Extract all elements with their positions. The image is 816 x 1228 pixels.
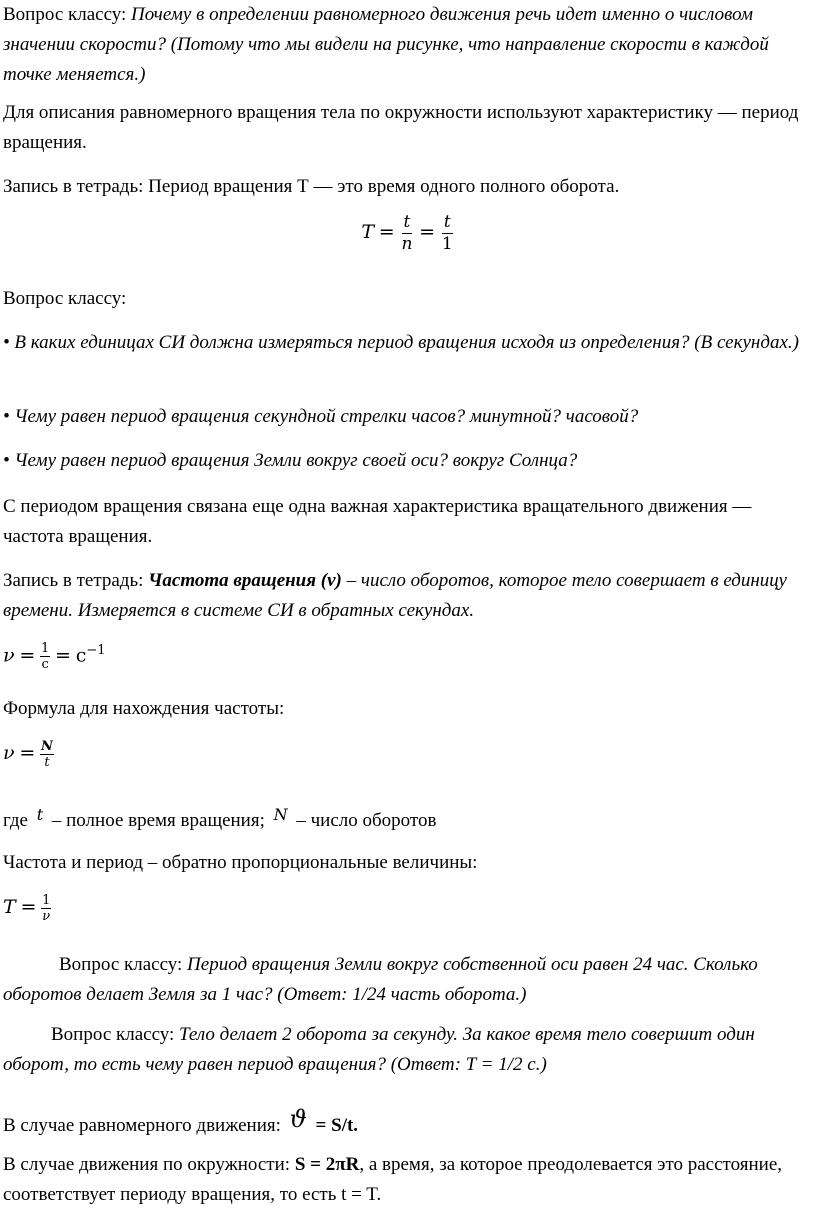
formula-frequency: ν = $\frac{N}{t}$: [3, 739, 53, 771]
bullet-clock-hands: • Чему равен период вращения секундной стрелки часов? минутной? часовой?: [3, 406, 639, 427]
formula-period-inverse: T = $\frac{1}{\nu}$: [3, 893, 51, 925]
velocity-symbol-icon: ϑ: [289, 1105, 307, 1133]
formula-period: T = $\frac{t}{n}$ = $\frac{t}{1}$: [361, 212, 453, 254]
t-symbol-icon: t: [36, 805, 44, 824]
paragraph-question-body: Вопрос классу: Тело делает 2 оборота за секунду. За какое время тело совершит один оборот, то есть чему равен период вращения? (Ответ: T = 1/2 с.): [3, 1024, 755, 1075]
paragraph-uniform-motion: В случае равномерного движения: ϑ = S/t.: [3, 1105, 359, 1136]
bullet-earth-period: • Чему равен период вращения Земли вокруг своей оси? вокруг Солнца?: [3, 450, 578, 471]
paragraph-frequency-definition: Запись в тетрадь: Частота вращения (ν) – число оборотов, которое тело совершает в единицу времени. Измеряется в системе СИ в обратных секундах.: [3, 570, 787, 621]
paragraph-question-earth: Вопрос классу: Период вращения Земли вокруг собственной оси равен 24 час. Сколько оборотов делает Земля за 1 час? (Ответ: 1/24 часть оборота.): [3, 954, 758, 1005]
paragraph-question-label: Вопрос классу:: [3, 288, 127, 309]
n-symbol-icon: N: [273, 805, 288, 824]
paragraph-question-speed: Вопрос классу: Почему в определении равномерного движения речь идет именно о числовом значении скорости? (Потому что мы видели на рисунке, что направление скорости в каждой точке меняется.): [3, 4, 769, 85]
paragraph-variables: где $^t$ – полное время вращения; $^N$ – число оборотов: [3, 805, 437, 831]
paragraph-frequency-formula-label: Формула для нахождения частоты:: [3, 698, 285, 719]
paragraph-circular-motion: В случае движения по окружности: S = 2πR, а время, за которое преодолевается это расстояние, соответствует периоду вращения, то есть t = T.: [3, 1154, 783, 1205]
paragraph-frequency-intro: С периодом вращения связана еще одна важная характеристика вращательного движения — частота вращения.: [3, 496, 752, 547]
formula-frequency-units: ν = $\frac{1}{с}$ = $с^{-1}$: [3, 641, 106, 673]
paragraph-period-intro: Для описания равномерного вращения тела по окружности используют характеристику — период вращения.: [3, 102, 799, 153]
paragraph-notebook-period: Запись в тетрадь: Период вращения Т — это время одного полного оборота.: [3, 176, 620, 197]
fraction-t-over-1: $\frac{t}{1}$: [441, 212, 453, 254]
bullet-si-units: • В каких единицах СИ должна измеряться период вращения исходя из определения? (В секундах.): [3, 332, 799, 353]
paragraph-inverse-proportional: Частота и период – обратно пропорциональные величины:: [3, 852, 478, 873]
fraction-t-over-n: $\frac{t}{n}$: [401, 212, 413, 254]
